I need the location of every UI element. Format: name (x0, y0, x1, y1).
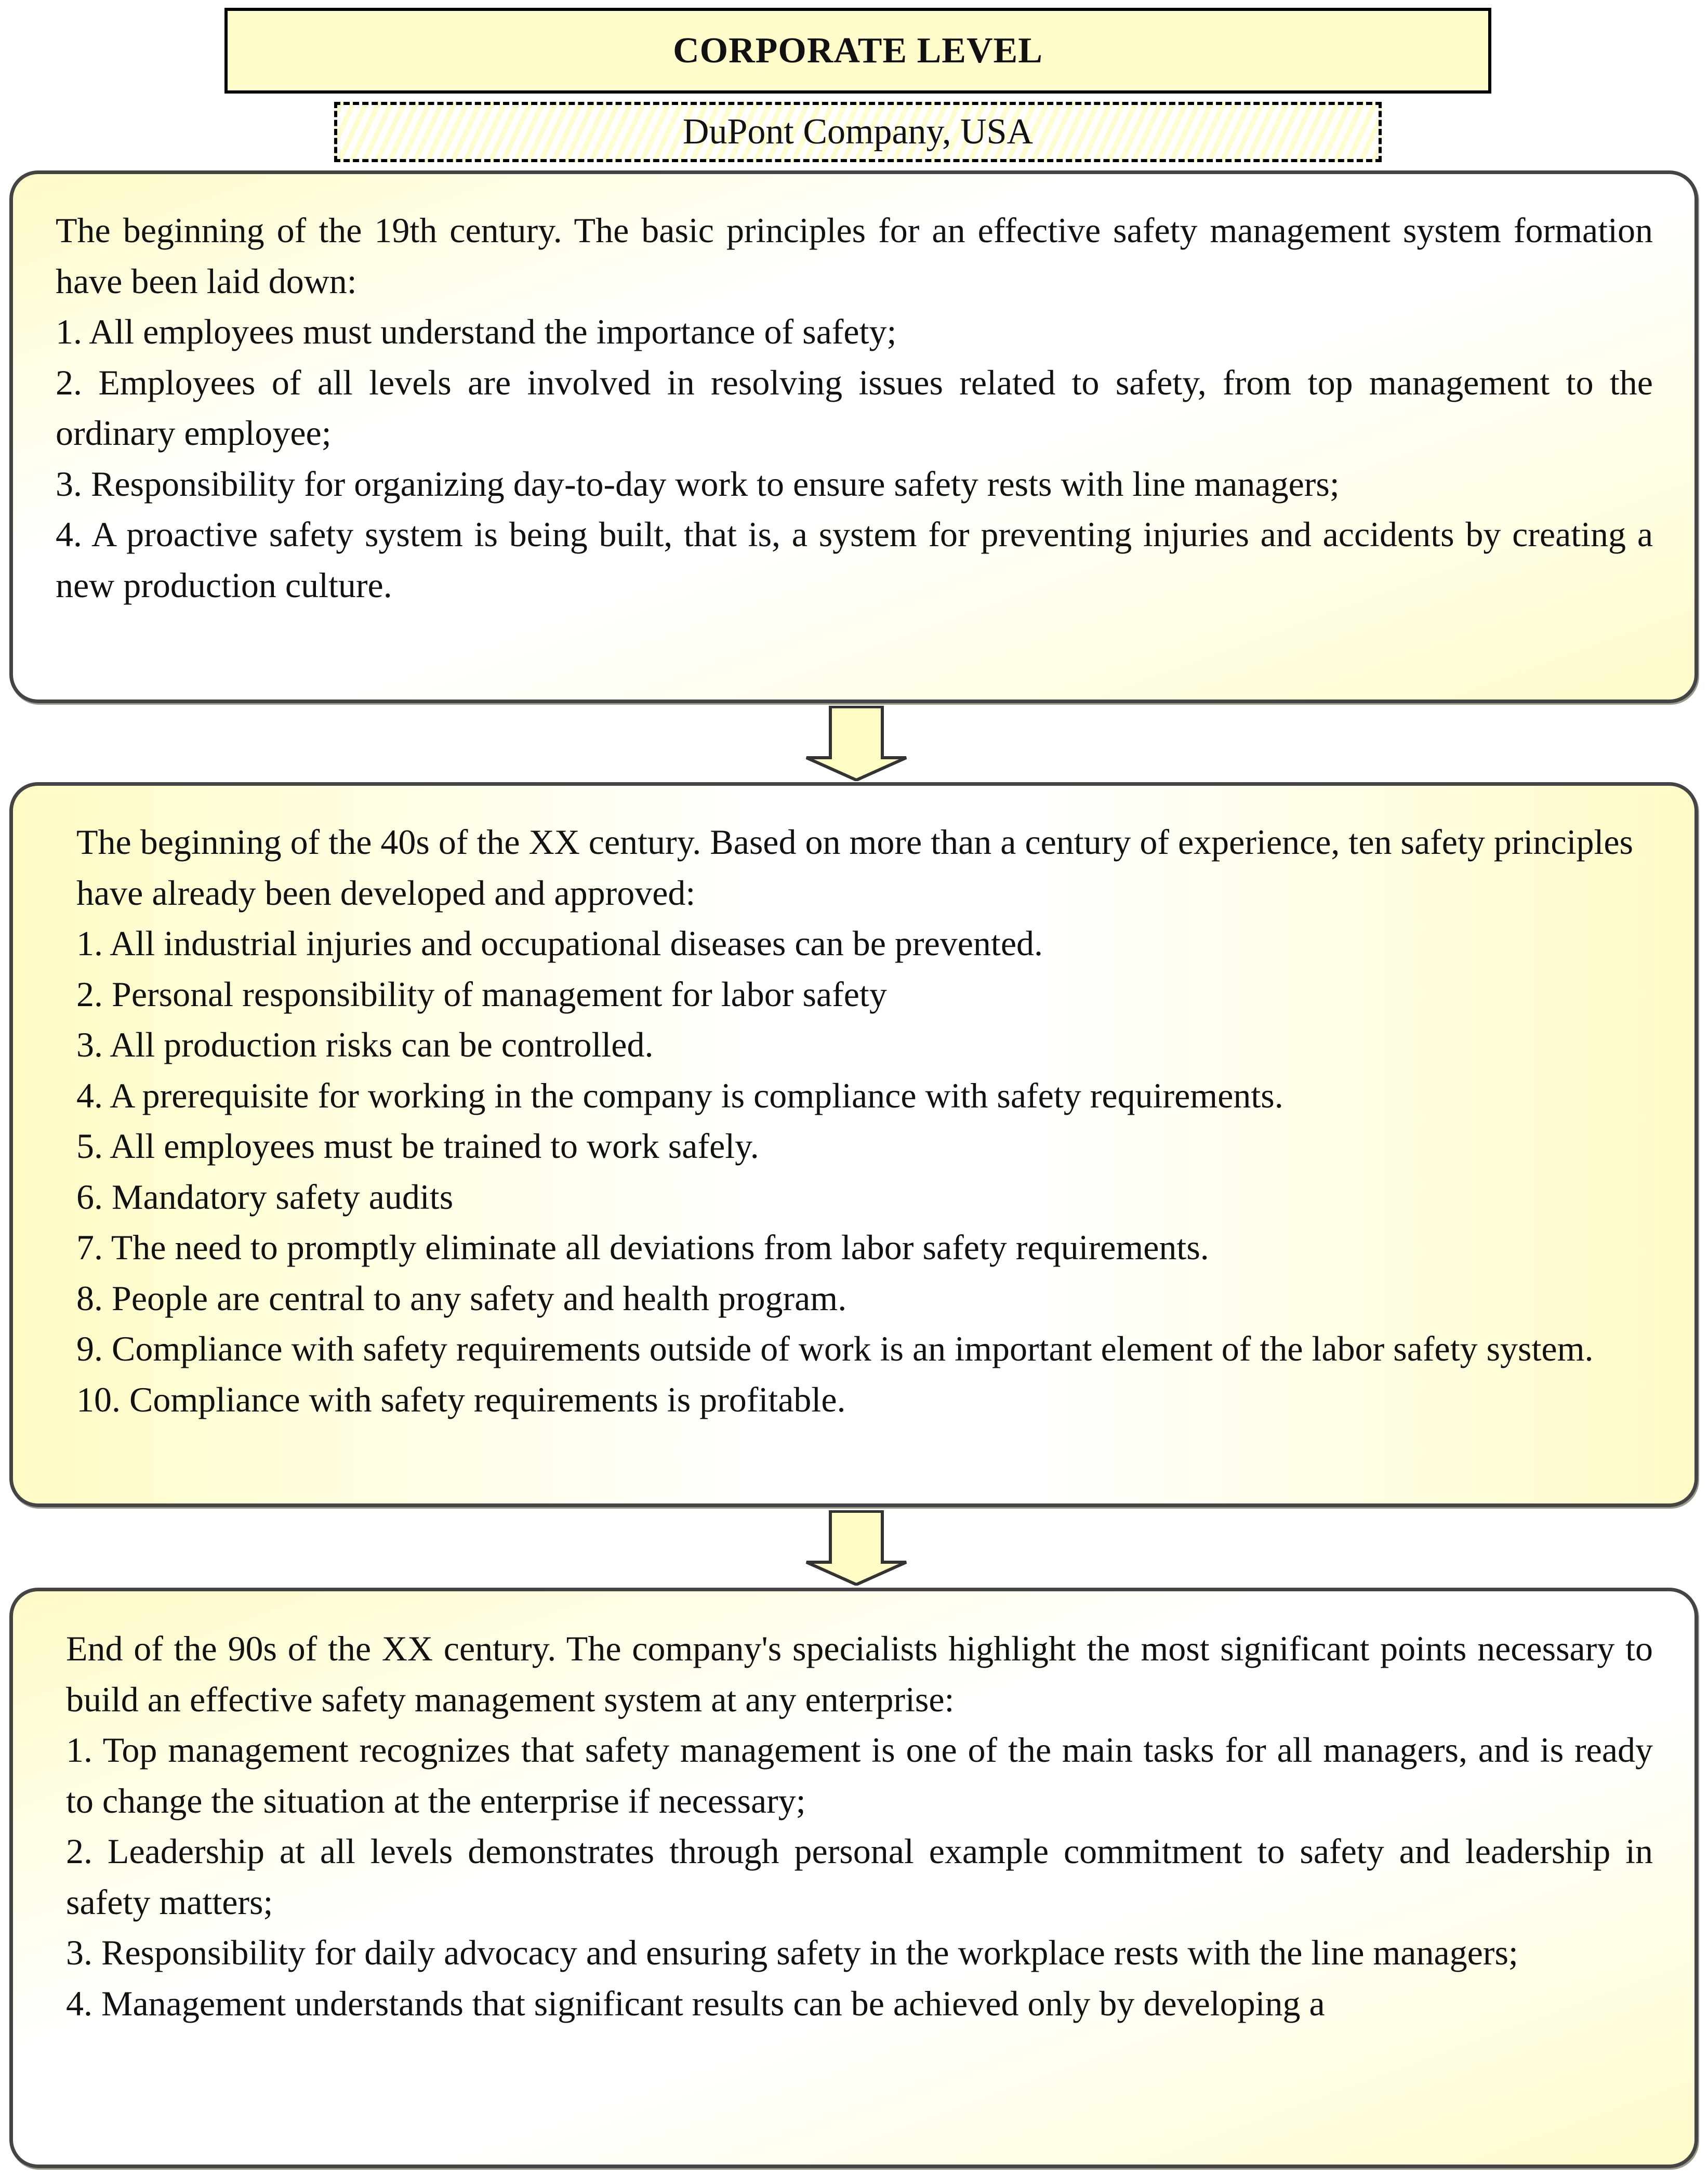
stage-item: 8. People are central to any safety and health program. (76, 1278, 847, 1318)
down-arrow-icon (804, 706, 908, 781)
header-title: CORPORATE LEVEL (673, 30, 1043, 71)
stage-item: 10. Compliance with safety requirements is profitable. (76, 1379, 846, 1419)
stage-item: 1. All employees must understand the importance of safety; (56, 312, 897, 351)
down-arrow-icon (804, 1510, 908, 1586)
stage-box-1990s (9, 1588, 1698, 2168)
stage-item: 9. Compliance with safety requirements outside of work is an important element of the labor safety system. (76, 1329, 1594, 1368)
stage-item: 4. Management understands that significant results can be achieved only by developing a (66, 1983, 1325, 2023)
corporate-level-header (224, 8, 1491, 94)
company-label (334, 102, 1382, 162)
stage-item: 4. A proactive safety system is being built, that is, a system for preventing injuries and accidents by creating a new production culture. (56, 514, 1653, 605)
company-name: DuPont Company, USA (682, 112, 1034, 152)
stage-item: 3. Responsibility for organizing day-to-day work to ensure safety rests with line managers; (56, 464, 1340, 504)
stage-intro: End of the 90s of the XX century. The company's specialists highlight the most significant points necessary to build an effective safety management system at any enterprise: (66, 1629, 1653, 1719)
stage-box-19th-century (9, 170, 1698, 703)
stage-item: 6. Mandatory safety audits (76, 1177, 454, 1217)
stage-item: 1. Top management recognizes that safety management is one of the main tasks for all managers, and is ready to change the situation at the enterprise if necessary; (66, 1730, 1653, 1820)
stage-item: 3. All production risks can be controlled. (76, 1025, 654, 1064)
stage-item: 2. Leadership at all levels demonstrates through personal example commitment to safety and leadership in safety matters; (66, 1831, 1653, 1922)
stage-item: 7. The need to promptly eliminate all deviations from labor safety requirements. (76, 1228, 1209, 1267)
stage-item: 4. A prerequisite for working in the company is compliance with safety requirements. (76, 1075, 1283, 1115)
stage-item: 2. Employees of all levels are involved in resolving issues related to safety, from top management to the ordinary employee; (56, 362, 1653, 453)
stage-item: 1. All industrial injuries and occupational diseases can be prevented. (76, 923, 1043, 963)
stage-intro: The beginning of the 40s of the XX century. Based on more than a century of experience, ten safety principles have already been developed and approved: (76, 822, 1634, 913)
stage-item: 3. Responsibility for daily advocacy and ensuring safety in the workplace rests with the line managers; (66, 1933, 1518, 1972)
stage-box-1940s (9, 782, 1698, 1507)
stage-item: 5. All employees must be trained to work safely. (76, 1126, 759, 1166)
stage-intro: The beginning of the 19th century. The basic principles for an effective safety management system formation have been laid down: (56, 210, 1653, 301)
stage-item: 2. Personal responsibility of management for labor safety (76, 974, 887, 1014)
